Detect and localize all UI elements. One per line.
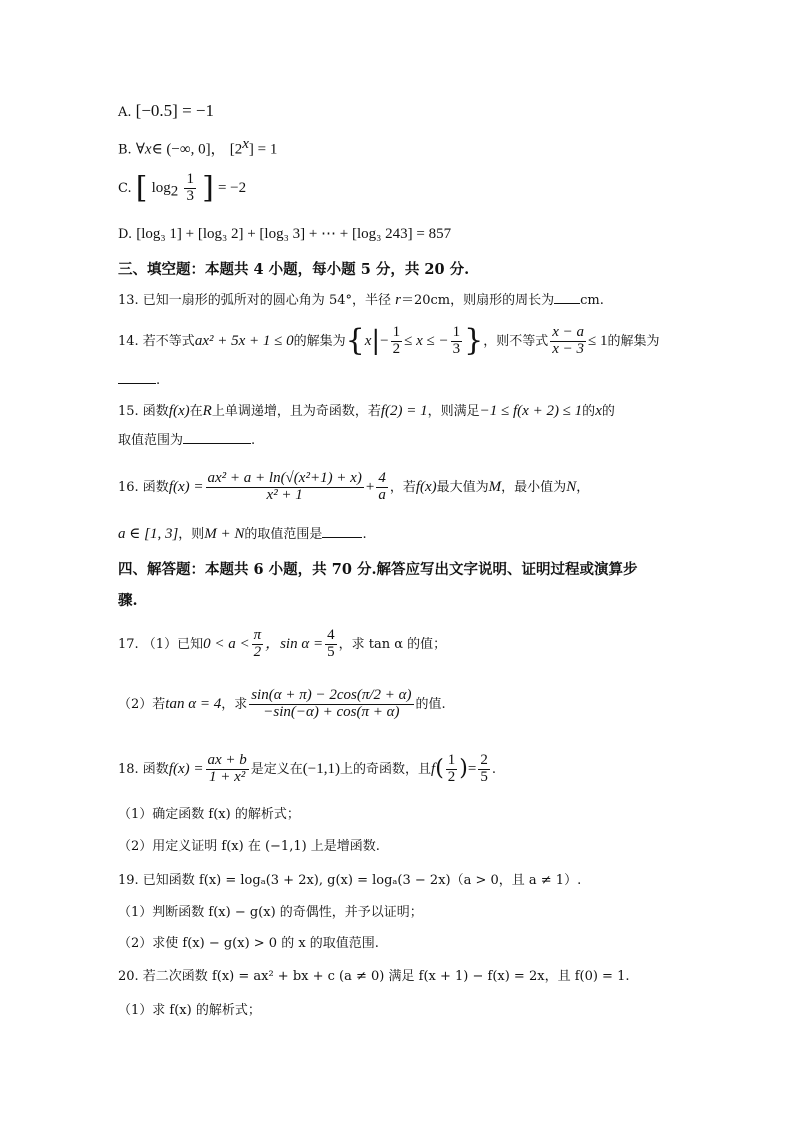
answer-blank bbox=[118, 383, 156, 384]
option-d-expr: [log₃ 1] + [log₃ 2] + [log₃ 3] + ⋯ + [log₃ 243] = 857 bbox=[136, 226, 452, 242]
answer-blank bbox=[183, 443, 251, 444]
question-15: 15. 函数f(x)在R上单调递增，且为奇函数，若f(2) = 1，则满足−1 ≤ f(x + 2) ≤ 1的x的 bbox=[118, 403, 615, 419]
question-14: 14. 若不等式 ax² + 5x + 1 ≤ 0 的解集为 { x | − $\frac{1}{2}$ ≤ x ≤ − $\frac{1}{3}$ } ，则不等式 $\frac{x - a}{x - 3}$ ≤ 1 的解集为 bbox=[118, 323, 660, 358]
answer-blank bbox=[322, 537, 362, 538]
answer-blank bbox=[554, 303, 580, 304]
question-17-part1: 17. （1）已知 0 < a < $\frac{\pi}{2}$ ，sin α = $\frac{4}{5}$ ，求 tan α 的值； bbox=[118, 626, 447, 660]
question-18: 18. 函数 f(x) = $\frac{ax + b}{\text{1 + x²}}$ 是定义在 (−1,1) 上的奇函数，且 f ( $\frac{1}{2}$ ) = $\frac{2}{5}$ . bbox=[118, 751, 496, 785]
question-19-part2: （2）求使 f(x) − g(x) > 0 的 x 的取值范围. bbox=[118, 936, 379, 951]
question-16: 16. 函数 f(x) = $\frac{\text{ax² + a + ln(√(x²+1) + x)}}{\text{x² + 1}}$ + $\frac{4}{a}$ ，若 f(x) 最大值为 M ，最小值为 N ， bbox=[118, 469, 590, 503]
question-19-part1: （1）判断函数 f(x) − g(x) 的奇偶性，并予以证明； bbox=[118, 905, 423, 920]
question-16-line2: a ∈ [1, 3]，则M + N的取值范围是 . bbox=[118, 526, 367, 542]
question-13: 13. 已知一扇形的弧所对的圆心角为 54°，半径 r＝20cm，则扇形的周长为 cm. bbox=[118, 292, 604, 308]
section-4-heading: 四、解答题：本题共 6 小题，共 70 分.解答应写出文字说明、证明过程或演算步 bbox=[118, 561, 638, 578]
option-a: A. [−0.5] = −1 bbox=[118, 101, 215, 120]
question-20-part1: （1）求 f(x) 的解析式； bbox=[118, 1003, 261, 1018]
question-18-part1: （1）确定函数 f(x) 的解析式； bbox=[118, 807, 300, 822]
section-3-heading: 三、填空题：本题共 4 小题，每小题 5 分，共 20 分. bbox=[118, 261, 470, 278]
question-19: 19. 已知函数 f(x) = logₐ(3 + 2x), g(x) = logₐ(3 − 2x)（a > 0，且 a ≠ 1）. bbox=[118, 873, 582, 888]
question-20: 20. 若二次函数 f(x) = ax² + bx + c (a ≠ 0) 满足 f(x + 1) − f(x) = 2x，且 f(0) = 1. bbox=[118, 969, 630, 984]
question-17-part2: （2）若 tan α = 4 ，求 $\frac{\sin(\alpha + \pi) - 2\cos(\pi/2 + \alpha)}{-\sin(-\alpha) + \cos(\pi + \alpha)}$ 的值. bbox=[118, 686, 446, 720]
section-4-heading-cont: 骤. bbox=[118, 592, 138, 609]
option-b: B. ∀x∈ (−∞, 0]， $[2^x] = 1$ bbox=[118, 136, 278, 158]
option-d: D. [log₃ 1] + [log₃ 2] + [log₃ 3] + ⋯ + [log₃ 243] = 857 bbox=[118, 226, 452, 242]
option-a-expr: [−0.5] = −1 bbox=[135, 101, 215, 120]
option-c: C. [ $\log_2$ $\frac{1}{3}$ ] = −2 bbox=[118, 170, 247, 206]
question-14-answer-line: . bbox=[118, 374, 160, 387]
question-18-part2: （2）用定义证明 f(x) 在 (−1,1) 上是增函数. bbox=[118, 839, 380, 854]
question-15-line2: 取值范围为 . bbox=[118, 433, 256, 448]
